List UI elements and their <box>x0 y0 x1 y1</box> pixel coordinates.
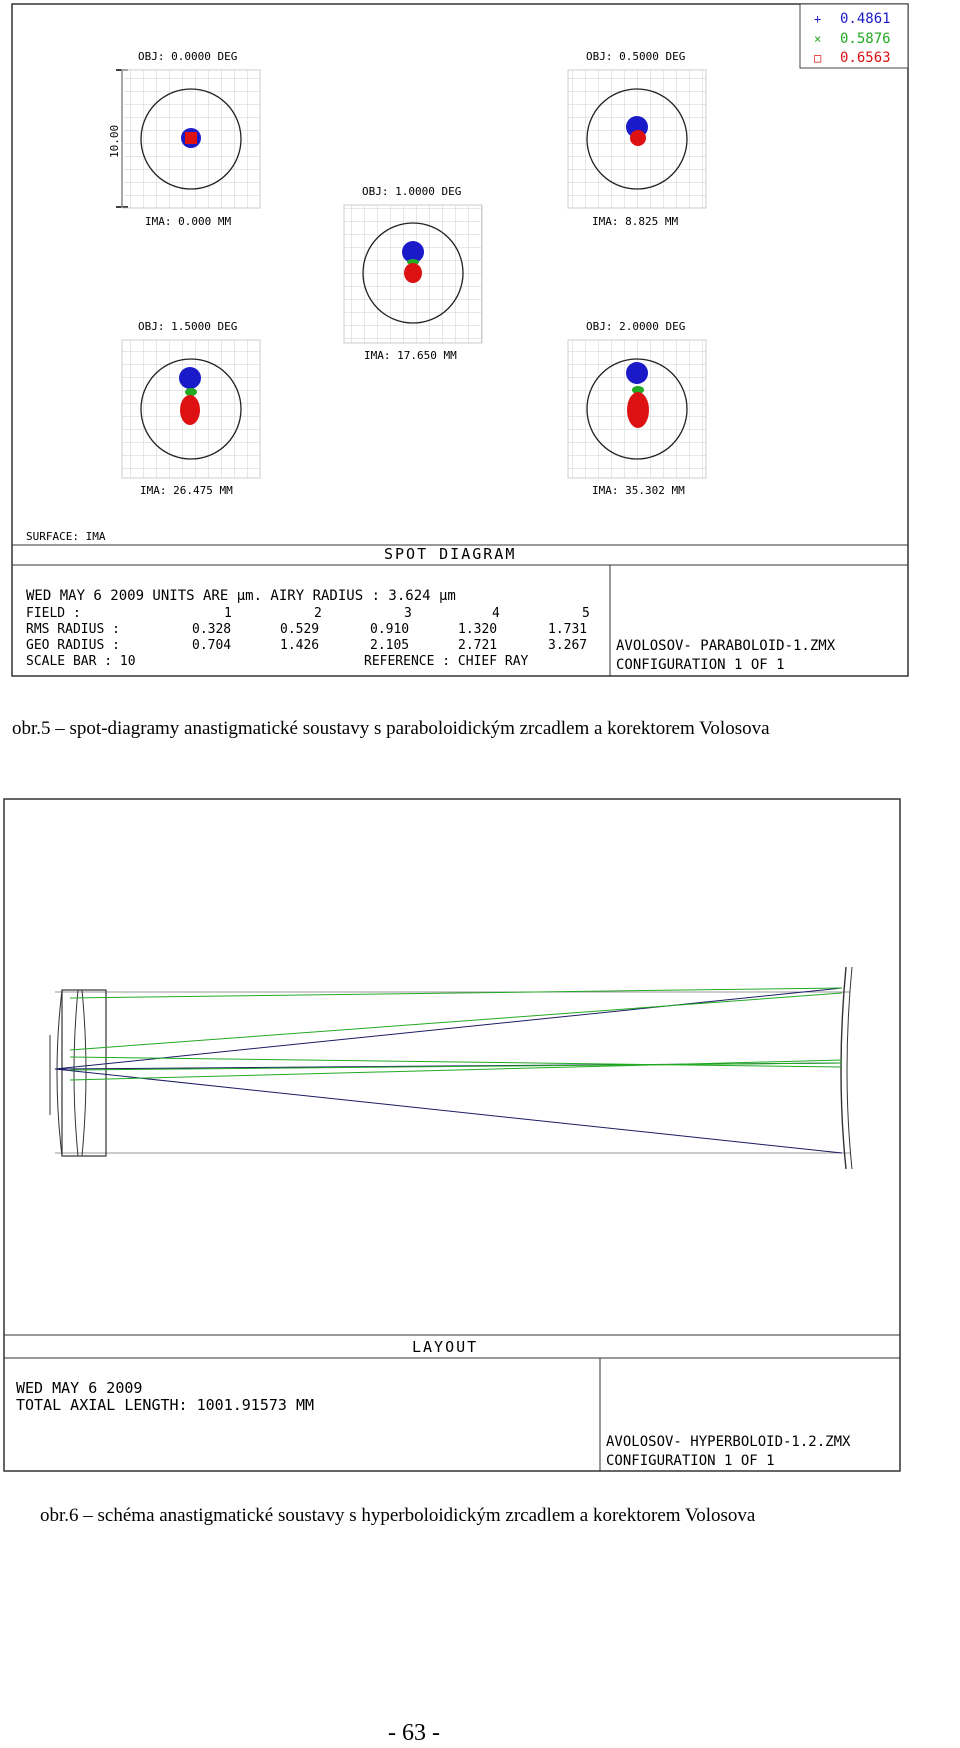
field-value-2: 2 <box>314 606 322 621</box>
field-value-4: 4 <box>492 606 500 621</box>
legend-value-3: 0.6563 <box>840 50 891 66</box>
field-value-1: 1 <box>224 606 232 621</box>
spot-file-name: AVOLOSOV- PARABOLOID-1.ZMX <box>616 638 836 654</box>
spot-obj-label-4: OBJ: 1.5000 DEG <box>138 320 238 333</box>
rms-value-4: 1.320 <box>458 622 498 637</box>
legend-marker-2: × <box>814 32 822 46</box>
layout-configuration: CONFIGURATION 1 OF 1 <box>606 1453 775 1469</box>
rms-value-3: 0.910 <box>370 622 410 637</box>
spot-configuration: CONFIGURATION 1 OF 1 <box>616 657 785 673</box>
geo-value-4: 2.721 <box>458 638 498 653</box>
caption-figure-6: obr.6 – schéma anastigmatické soustavy s hyperboloidickým zrcadlem a korektorem Volosova <box>40 1505 756 1526</box>
total-axial-length: TOTAL AXIAL LENGTH: 1001.91573 MM <box>16 1396 315 1414</box>
wavelength-legend <box>800 4 908 68</box>
spot-field-5 <box>568 320 706 497</box>
spot-green-4 <box>185 388 197 396</box>
page-number: - 63 - <box>388 1720 440 1746</box>
field-value-5: 5 <box>582 606 590 621</box>
rms-value-5: 1.731 <box>548 622 588 637</box>
spot-ima-label-2: IMA: 8.825 MM <box>592 215 679 228</box>
spot-obj-label-3: OBJ: 1.0000 DEG <box>362 185 462 198</box>
layout-frame <box>4 799 900 1471</box>
field-label: FIELD : <box>26 606 81 621</box>
spot-ima-label-4: IMA: 26.475 MM <box>140 484 233 497</box>
spot-field-4 <box>122 320 260 497</box>
layout-file-name: AVOLOSOV- HYPERBOLOID-1.2.ZMX <box>606 1434 851 1450</box>
legend-value-2: 0.5876 <box>840 31 891 47</box>
spot-obj-label-5: OBJ: 2.0000 DEG <box>586 320 686 333</box>
caption-figure-5: obr.5 – spot-diagramy anastigmatické soustavy s paraboloidickým zrcadlem a korektorem Volosova <box>12 718 770 739</box>
spot-field-1 <box>122 50 260 228</box>
spot-red-1 <box>185 132 197 144</box>
spot-obj-label-1: OBJ: 0.0000 DEG <box>138 50 238 63</box>
spot-blue-5 <box>626 362 648 384</box>
rms-label: RMS RADIUS : <box>26 622 120 637</box>
info-line-1: WED MAY 6 2009 UNITS ARE µm. AIRY RADIUS : 3.624 µm <box>26 588 456 604</box>
rms-value-2: 0.529 <box>280 622 320 637</box>
surface-label: SURFACE: IMA <box>26 530 106 543</box>
geo-value-1: 0.704 <box>192 638 232 653</box>
spot-red-2 <box>630 130 646 146</box>
layout-date: WED MAY 6 2009 <box>16 1379 143 1397</box>
layout-title: LAYOUT <box>412 1338 479 1356</box>
scale-bar-text: SCALE BAR : 10 <box>26 654 136 669</box>
spot-blue-4 <box>179 367 201 389</box>
layout-figure <box>0 795 960 1495</box>
spot-diagram-figure <box>0 0 960 680</box>
spot-red-3 <box>404 263 422 283</box>
spot-field-3 <box>344 185 482 362</box>
spot-red-4 <box>180 395 200 425</box>
spot-ima-label-1: IMA: 0.000 MM <box>145 215 232 228</box>
spot-diagram-title: SPOT DIAGRAM <box>384 545 517 563</box>
rms-value-1: 0.328 <box>192 622 232 637</box>
scale-bar-label: 10.00 <box>108 124 121 158</box>
legend-marker-3: □ <box>814 51 822 65</box>
legend-marker-1: + <box>814 12 822 26</box>
field-value-3: 3 <box>404 606 412 621</box>
geo-label: GEO RADIUS : <box>26 638 120 653</box>
spot-ima-label-3: IMA: 17.650 MM <box>364 349 457 362</box>
legend-value-1: 0.4861 <box>840 11 891 27</box>
spot-red-5 <box>627 392 649 428</box>
spot-field-2 <box>568 50 706 228</box>
spot-obj-label-2: OBJ: 0.5000 DEG <box>586 50 686 63</box>
geo-value-5: 3.267 <box>548 638 588 653</box>
spot-ima-label-5: IMA: 35.302 MM <box>592 484 685 497</box>
geo-value-3: 2.105 <box>370 638 410 653</box>
geo-value-2: 1.426 <box>280 638 320 653</box>
reference-text: REFERENCE : CHIEF RAY <box>364 654 529 669</box>
